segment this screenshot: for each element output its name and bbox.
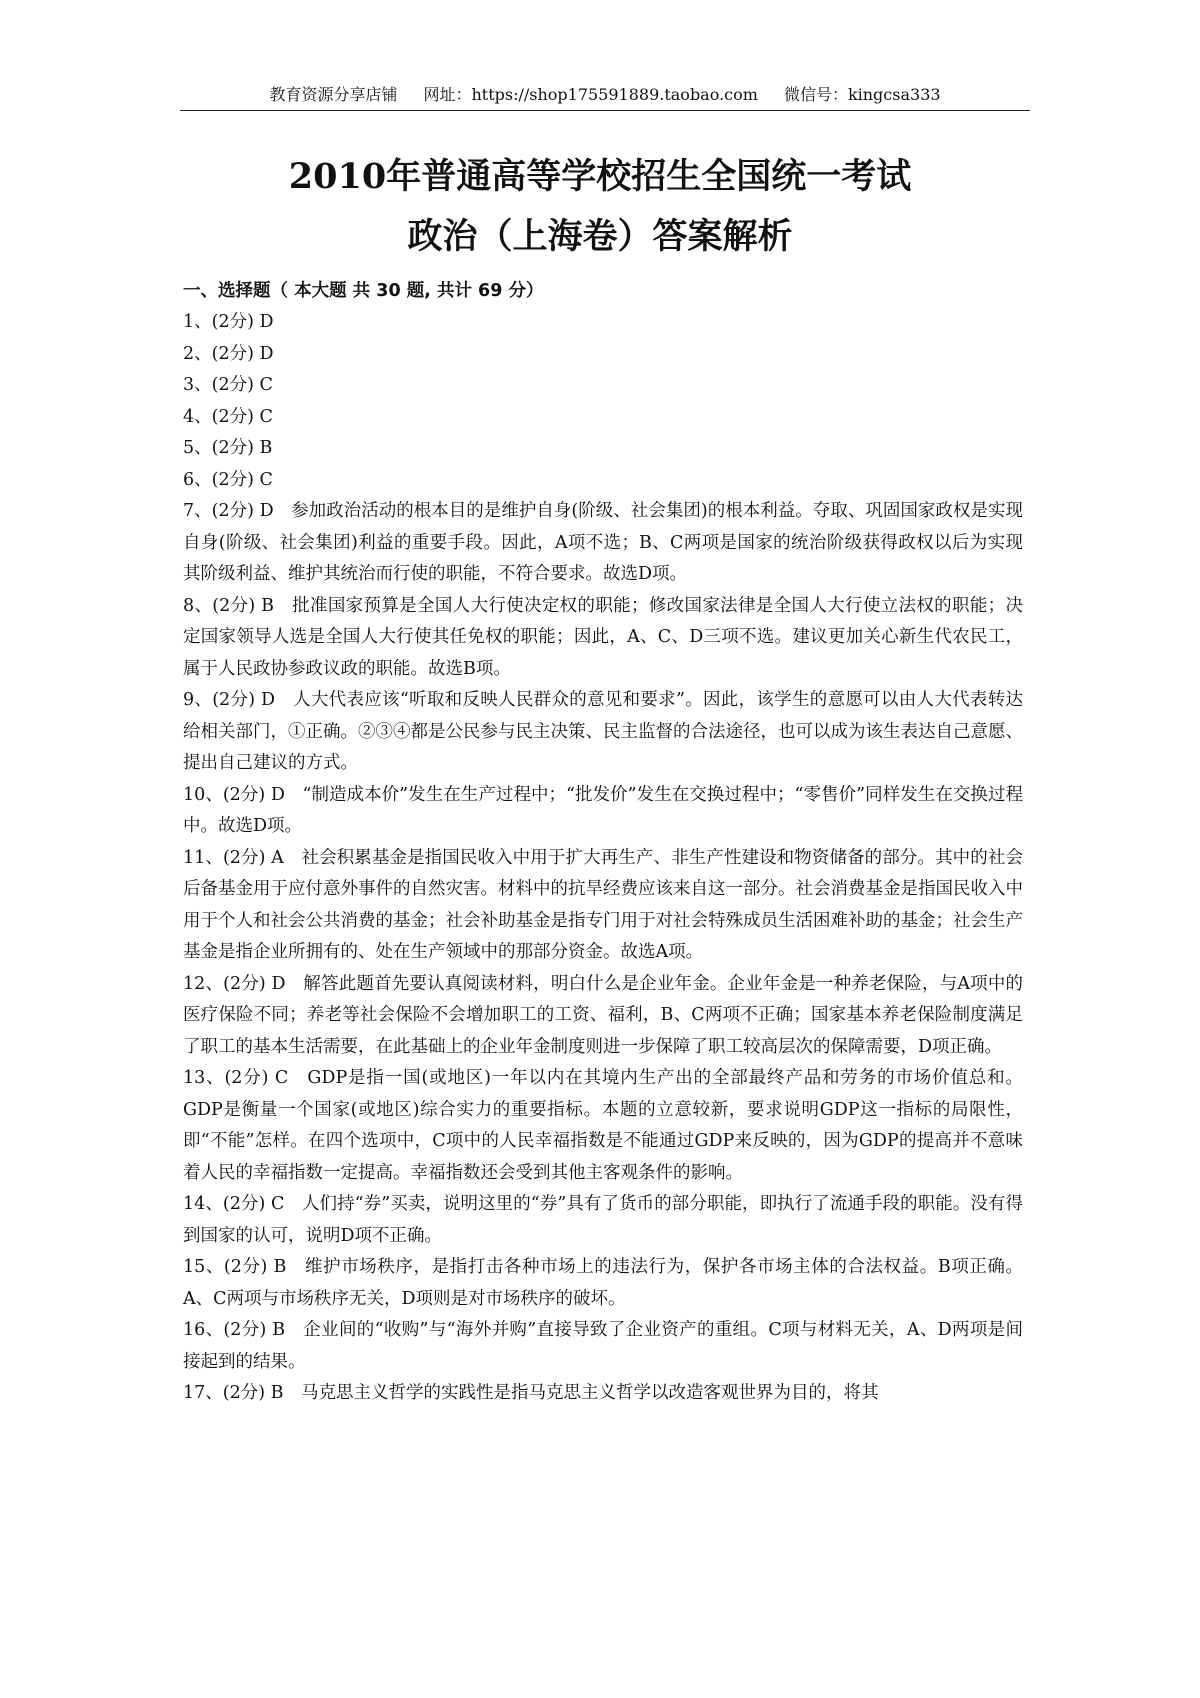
answer-item: 10、(2分) D “制造成本价”发生在生产过程中；“批发价”发生在交换过程中；“零售价”同样发生在交换过程中。故选D项。 bbox=[183, 784, 1023, 836]
header-website: 网址：https://shop175591889.taobao.com bbox=[423, 85, 758, 104]
answer-item: 13、(2分) C GDP是指一国(或地区)一年以内在其境内生产出的全部最终产品和劳务的市场价值总和。GDP是衡量一个国家(或地区)综合实力的重要指标。本题的立意较新，要求说明GDP这一指标的局限性，即“不能”怎样。在四个选项中，C项中的人民幸福指数是不能通过GDP来反映的，因为GDP的提高并不意味着人民的幸福指数一定提高。幸福指数还会受到其他主客观条件的影响。 bbox=[183, 1068, 1023, 1183]
answer-item: 7、(2分) D 参加政治活动的根本目的是维护自身(阶级、社会集团)的根本利益。夺取、巩固国家政权是实现自身(阶级、社会集团)利益的重要手段。因此，A项不选；B、C两项是国家的统治阶级获得政权以后为实现其阶级利益、维护其统治而行使的职能，不符合要求。故选D项。 bbox=[183, 501, 1023, 584]
document-subtitle: 政治（上海卷）答案解析 bbox=[407, 216, 793, 257]
answer-item: 11、(2分) A 社会积累基金是指国民收入中用于扩大再生产、非生产性建设和物资储备的部分。其中的社会后备基金用于应付意外事件的自然灾害。材料中的抗旱经费应该来自这一部分。社会消费基金是指国民收入中用于个人和社会公共消费的基金；社会补助基金是指专门用于对社会特殊成员生活困难补助的基金；社会生产基金是指企业所拥有的、处在生产领域中的那部分资金。故选A项。 bbox=[183, 847, 1023, 962]
answer-item: 4、(2分) C bbox=[183, 406, 273, 427]
answer-item: 17、(2分) B 马克思主义哲学的实践性是指马克思主义哲学以改造客观世界为目的，将其 bbox=[183, 1383, 879, 1403]
answer-item: 15、(2分) B 维护市场秩序，是指打击各种市场上的违法行为，保护各市场主体的合法权益。B项正确。A、C两项与市场秩序无关，D项则是对市场秩序的破坏。 bbox=[183, 1257, 1023, 1309]
answer-item: 12、(2分) D 解答此题首先要认真阅读材料，明白什么是企业年金。企业年金是一种养老保险，与A项中的医疗保险不同；养老等社会保险不会增加职工的工资、福利，B、C两项不正确；国家基本养老保险制度满足了职工的基本生活需要，在此基础上的企业年金制度则进一步保障了职工较高层次的保障需要，D项正确。 bbox=[183, 973, 1023, 1057]
answer-item: 1、(2分) D bbox=[183, 312, 274, 332]
answer-item: 16、(2分) B 企业间的“收购”与“海外并购”直接导致了企业资产的重组。C项与材料无关，A、D两项是间接起到的结果。 bbox=[183, 1320, 1023, 1372]
answer-item: 2、(2分) D bbox=[183, 343, 274, 364]
answer-item: 8、(2分) B 批准国家预算是全国人大行使决定权的职能；修改国家法律是全国人大行使立法权的职能；决定国家领导人选是全国人大行使其任免权的职能；因此，A、C、D三项不选。建议更加关心新生代农民工，属于人民政协参政议政的职能。故选B项。 bbox=[183, 595, 1023, 679]
answer-item: 9、(2分) D 人大代表应该“听取和反映人民群众的意见和要求”。因此，该学生的意愿可以由人大代表转达给相关部门，①正确。②③④都是公民参与民主决策、民主监督的合法途径，也可以成为该生表达自己意愿、提出自己建议的方式。 bbox=[183, 690, 1023, 773]
header-wechat: 微信号：kingcsa333 bbox=[783, 85, 941, 104]
answer-item: 5、(2分) B bbox=[183, 438, 273, 458]
section-heading: 一、选择题（ 本大题 共 30 题, 共计 69 分） bbox=[183, 281, 544, 301]
document-title: 2010年普通高等学校招生全国统一考试 bbox=[288, 156, 912, 197]
answer-item: 3、(2分) C bbox=[183, 375, 273, 395]
answer-item: 14、(2分) C 人们持“券”买卖，说明这里的“券”具有了货币的部分职能，即执行了流通手段的职能。没有得到国家的认可，说明D项不正确。 bbox=[183, 1194, 1023, 1246]
header-shop: 教育资源分享店铺 bbox=[269, 85, 398, 104]
page-header bbox=[180, 84, 1030, 111]
answer-item: 6、(2分) C bbox=[183, 469, 273, 490]
answer-content bbox=[183, 276, 1023, 1410]
